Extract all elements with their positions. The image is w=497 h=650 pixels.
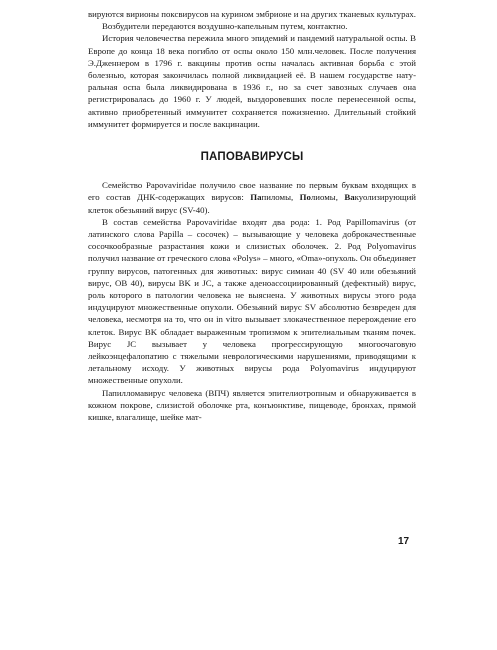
text-block: [88, 8, 416, 423]
paragraph-history: История человечества пережила много эпидемий и пандемий натуральной оспы. В Европе до конца 18 века погибло от оспы около 150 млн.человек. После получения Э.Дженнером в 1796 г. вакцины против оспы началась активная борьба с этой болезнью, которая закончилась полной ликвидацией её. В нашем государстве натуральная оспа была ликвидирована в 1936 г., но за счет завозных случаев она регистрировалась до 1960 г. У людей, выздоровевших после перенесенной оспы, активно приобретенный иммунитет сохраняется пожизненно. Длительный стойкий иммунитет формируется и после вакцинации.: [88, 33, 416, 129]
paragraph-hpv: Папилломавирус человека (ВПЧ) является эпителиотропным и обнаруживается в кожном покрове, слизистой оболочке рта, конъюнктиве, пищеводе, бронхах, прямой кишке, влагалище, шейке мат-: [88, 387, 416, 423]
paragraph-continuation: вируются вирионы поксвирусов на курином эмбрионе и на других тканевых культурах.: [88, 9, 416, 19]
paragraph-transmission: Возбудители передаются воздушно-капельным путем, контактно.: [102, 21, 348, 32]
acronym-po: По: [299, 192, 311, 203]
paragraph-family-name: [88, 179, 416, 216]
family-text-po-rest: лиомы,: [310, 192, 345, 203]
family-text-va-rest: куолизирующий клеток обезьяний вирус (SV-40).: [88, 192, 416, 215]
acronym-va: Ва: [344, 192, 355, 203]
family-text-before: Семейство Papovaviridae получило свое название по первым буквам входящих в его состав ДНК-содержащих вирусов:: [88, 180, 416, 203]
page-number: 17: [398, 536, 410, 547]
paragraph-genera: В состав семейства Papovaviridae входят два рода: 1. Род Papillomavirus (от латинского слова Papilla – сосочек) – вызывающие у человека доброкачественные сосочкообразные разрастания кожи и слизистых оболочек. 2. Род Polyomavirus получил название от греческого слова «Polys» – много, «Oma»-опухоль. Он объединяет группу вирусов, патогенных для животных: вирус симиан 40 (SV 40 или обезьяний вирус, OB 40), вирусы BK и JC, а также аденоассоциированный (дефектный) вирус, роль которого в патологии человека не выяснена. У животных вирусы этого рода индуцируют множественные опухоли. Обезьяний вирус SV абсолютно безвреден для человека, несмотря на то, что он in vitro вызывает злокачественное перерождение его клеток. Вирус BK обладает выраженным тропизмом к эпителиальным тканям почек. Вирус JC вызывает у человека прогрессирующую многоочаговую лейкоэнцефалопатию с тяжелыми неврологическими нарушениями, приводящими к летальному исходу. У животных вирусы рода Polyomavirus индуцируют множественные опухоли.: [88, 216, 416, 386]
acronym-pa: Па: [250, 192, 262, 203]
section-heading: ПАПОВАВИРУСЫ: [200, 151, 304, 164]
family-text-pa-rest: пиломы,: [261, 192, 300, 203]
